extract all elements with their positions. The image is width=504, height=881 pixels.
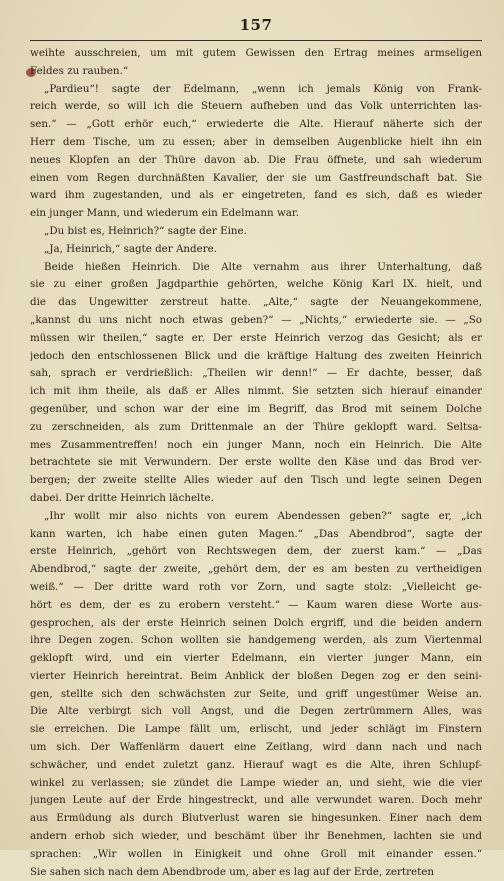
- text-line: sprachen: „Wir wollen in Einigkeit und ohne Groll mit einander essen.“: [30, 847, 482, 860]
- text-line: ich mit ihm theile, als daß er Alles nimmt. Sie setzten sich hierauf einander: [30, 385, 482, 398]
- text-line: weiß.“ — Der dritte ward roth vor Zorn, und sagte stolz: „Vielleicht ge-: [30, 580, 482, 593]
- text-line: vierter Heinrich hereintrat. Beim Anblick der bloßen Degen zog er den seini-: [30, 669, 482, 682]
- text-line: Feldes zu rauben.“: [30, 64, 129, 77]
- text-line: „Du bist es, Heinrich?“ sagte der Eine.: [44, 224, 247, 237]
- text-line: sie erreichen. Die Lampe fällt um, erlischt, und jeder schlägt im Finstern: [30, 723, 482, 736]
- text-line: einen vom Regen durchnäßten Kavalier, der sie um Gastfreundschaft bat. Sie: [30, 171, 482, 184]
- text-line: Herr dem Tische, um zu essen; aber in demselben Augenblicke hielt ihn ein: [30, 135, 482, 148]
- text-line: neues Klopfen an der Thüre davon ab. Die Frau öffnete, und sah wiederum: [30, 153, 482, 166]
- text-line: andern erhob sich wieder, und beschämt über ihr Benehmen, lachten sie und: [30, 830, 482, 843]
- body-text: [30, 45, 482, 881]
- text-line: „Pardieu“! sagte der Edelmann, „wenn ich jemals König von Frank-: [44, 82, 482, 95]
- page-header: [30, 14, 482, 41]
- text-line: jungen Leute auf der Erde hingestreckt, und alle verwundet waren. Doch mehr: [30, 794, 482, 807]
- text-line: erste Heinrich, „gehört von Rechtswegen dem, der zuerst kam.“ — „Das: [30, 545, 482, 558]
- text-line: ward ihm zugestanden, und als er eingetreten, fand es sich, daß es wieder: [30, 189, 482, 202]
- text-line: „kannst du uns nicht noch etwas geben?“ — „Nichts,“ erwiederte sie. — „So: [30, 313, 482, 326]
- text-line: sie zu einer großen Jagdparthie gehörten, welche König Karl IX. hielt, und: [30, 278, 482, 291]
- text-line: „Ihr wollt mir also nichts von eurem Abendessen geben?“ sagte er, „ich: [44, 509, 482, 522]
- text-line: mes Zusammentreffen! noch ein junger Mann, noch ein Heinrich. Die Alte: [30, 438, 482, 451]
- text-line: „Ja, Heinrich,“ sagte der Andere.: [44, 242, 218, 255]
- text-line: um sich. Der Waffenlärm dauert eine Zeitlang, wird dann nach und nach: [30, 741, 482, 754]
- text-line: gen, stellte sich den schwächsten zur Seite, und griff ungestümer Weise an.: [30, 687, 482, 700]
- text-line: Beide hießen Heinrich. Die Alte vernahm aus ihrer Unterhaltung, daß: [44, 260, 482, 273]
- text-line: jedoch den entschlossenen Blick und die kräftige Haltung des zweiten Heinrich: [30, 349, 482, 362]
- text-line: hört es dem, der es zu erobern versteht.“ — Kaum waren diese Worte aus-: [30, 598, 482, 611]
- text-line: dabei. Der dritte Heinrich lächelte.: [30, 491, 214, 504]
- text-line: sen.“ — „Gott erhör euch,“ erwiederte die Alte. Hierauf näherte sich der: [30, 118, 482, 131]
- text-line: aus Ermüdung als durch Blutverlust waren sie hingesunken. Einer nach dem: [30, 812, 482, 825]
- text-line: weihte ausschreien, um mit gutem Gewissen den Ertrag meines armseligen: [30, 47, 482, 59]
- text-line: zu zerschneiden, als zum Drittenmale an der Thüre geklopft ward. Seltsa-: [30, 420, 482, 433]
- text-line: Sie sahen sich nach dem Abendbrode um, aber es lag auf der Erde, zertreten: [30, 865, 434, 878]
- text-line: geklopft wird, und ein vierter Edelmann, ein vierter junger Mann, ein: [30, 652, 482, 665]
- page-number: 157: [239, 16, 273, 34]
- text-line: ihre Degen zogen. Schon wollten sie handgemeng werden, als zum Viertenmal: [30, 634, 482, 647]
- text-line: gegenüber, und schon war der eine im Begriff, das Brod mit seinem Dolche: [30, 402, 482, 415]
- text-line: müssen wir theilen,“ sagte er. Der erste Heinrich verzog das Gesicht; als er: [30, 331, 482, 344]
- text-line: winkel zu verlassen; sie zündet die Lampe wieder an, und sieht, wie die vier: [30, 776, 482, 789]
- text-line: Abendbrod,“ sagte der zweite, „gehört dem, der es am besten zu vertheidigen: [30, 563, 482, 576]
- text-line: kann warten, ich habe einen guten Magen.“ „Das Abendbrod“, sagte der: [30, 527, 482, 540]
- text-line: ein junger Mann, und wiederum ein Edelmann war.: [30, 207, 299, 220]
- text-line: Die Alte verbirgt sich voll Angst, und die Degen zertrümmern Alles, was: [30, 705, 482, 718]
- text-line: bergen; der zweite stellte Alles wieder auf den Tisch und legte seinen Degen: [30, 474, 482, 487]
- text-line: gesprochen, als der erste Heinrich seinen Dolch ergriff, und die beiden andern: [30, 616, 482, 629]
- text-line: sah, sprach er verdrießlich: „Theilen wir denn!“ — Er dachte, besser, daß: [30, 367, 482, 380]
- text-line: betrachtete sie mit Verwundern. Der erste wollte den Käse und das Brod ver-: [30, 456, 482, 469]
- text-line: die das Ungewitter zerstreut hatte. „Alte,“ sagte der Neuangekommene,: [30, 296, 482, 309]
- text-line: schwächer, und endet zuletzt ganz. Hierauf wagt es die Alte, ihren Schlupf-: [30, 758, 482, 771]
- text-line: reich werde, so will ich die Steuern aufheben und das Volk unterrichten las-: [30, 100, 482, 113]
